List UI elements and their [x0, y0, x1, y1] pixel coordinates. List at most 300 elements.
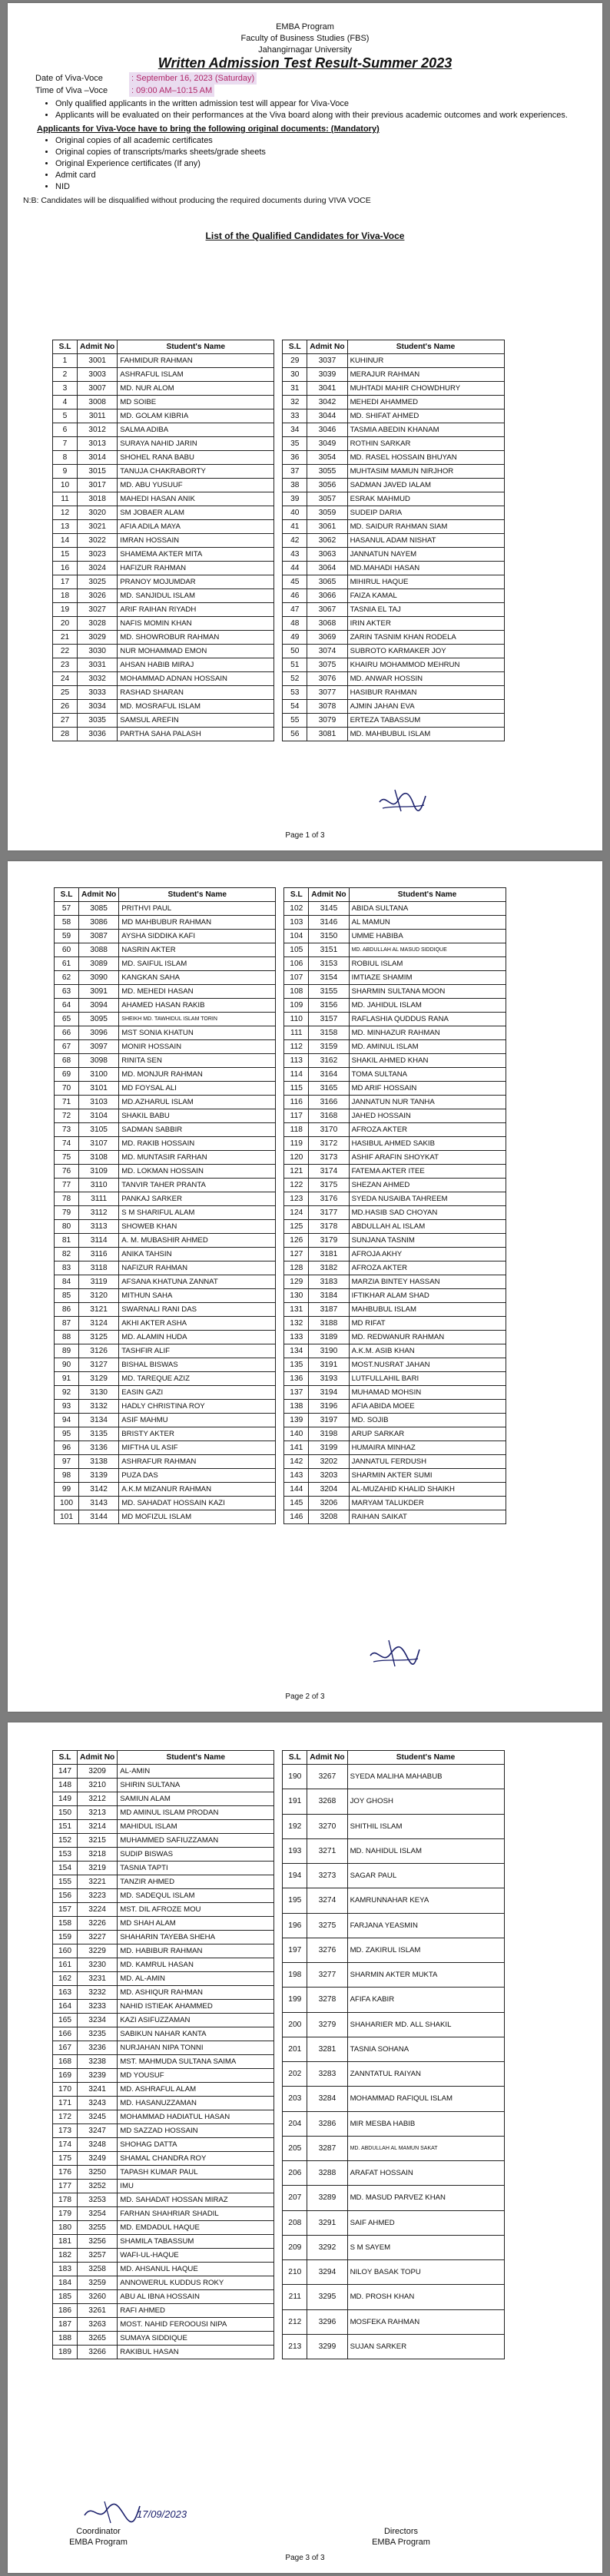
admit-number-cell: 3144 — [79, 1510, 119, 1524]
admit-number-cell: 3023 — [78, 548, 118, 562]
student-name-cell: MAHIDUL ISLAM — [118, 1820, 274, 1834]
student-name-cell: S M SHARIFUL ALAM — [119, 1206, 276, 1220]
admit-number-cell: 3127 — [79, 1358, 119, 1372]
table-row — [283, 465, 504, 479]
table-row — [53, 2027, 274, 2041]
table-row — [55, 1013, 276, 1026]
admit-number-cell: 3062 — [307, 534, 347, 548]
student-name-cell: MD. NUR ALOM — [118, 382, 274, 396]
serial-cell: 177 — [53, 2180, 78, 2193]
candidate-table-left — [54, 887, 276, 1524]
col-header-sl: S.L — [55, 888, 79, 902]
table-row — [55, 1400, 276, 1414]
table-row — [284, 1179, 506, 1192]
serial-cell: 30 — [283, 368, 307, 382]
admit-number-cell: 3239 — [78, 2069, 118, 2083]
admit-number-cell: 3094 — [79, 999, 119, 1013]
admit-number-cell: 3150 — [309, 930, 349, 943]
table-row — [53, 2083, 274, 2097]
admit-number-cell: 3159 — [309, 1040, 349, 1054]
student-name-cell: MD. ASHRAFUL ALAM — [118, 2083, 274, 2097]
student-name-cell: NILOY BASAK TOPU — [347, 2260, 504, 2285]
student-name-cell: NAFIZUR RAHMAN — [119, 1261, 276, 1275]
student-name-cell: RAKIBUL HASAN — [118, 2346, 274, 2359]
table-row — [283, 1838, 504, 1863]
admit-number-cell: 3036 — [78, 728, 118, 741]
student-name-cell: KAMRUNNAHAR KEYA — [347, 1888, 504, 1913]
table-row — [55, 916, 276, 930]
admit-number-cell: 3132 — [79, 1400, 119, 1414]
student-name-cell: JANNATUN NUR TANHA — [349, 1096, 506, 1109]
serial-cell: 10 — [53, 479, 78, 492]
table-row — [283, 728, 504, 741]
admit-number-cell: 3136 — [79, 1441, 119, 1455]
table-row — [284, 957, 506, 971]
admit-number-cell: 3219 — [78, 1862, 118, 1875]
serial-cell: 166 — [53, 2027, 78, 2041]
student-name-cell: MD MOFIZUL ISLAM — [119, 1510, 276, 1524]
student-name-cell: MD. MINHAZUR RAHMAN — [349, 1026, 506, 1040]
directors-title: Directors — [383, 2527, 418, 2536]
admit-number-cell: 3176 — [309, 1192, 349, 1206]
serial-cell: 158 — [53, 1917, 78, 1931]
admit-number-cell: 3243 — [78, 2097, 118, 2110]
admit-number-cell: 3145 — [309, 902, 349, 916]
admit-number-cell: 3077 — [307, 686, 347, 700]
signature — [367, 1637, 421, 1671]
serial-cell: 113 — [284, 1054, 309, 1068]
serial-cell: 208 — [283, 2210, 307, 2235]
admit-number-cell: 3206 — [309, 1497, 349, 1510]
table-row — [283, 506, 504, 520]
table-row — [55, 999, 276, 1013]
table-row — [53, 437, 274, 451]
admit-number-cell: 3059 — [307, 506, 347, 520]
student-name-cell: MD. TAREQUE AZIZ — [119, 1372, 276, 1386]
table-row — [55, 1331, 276, 1344]
table-row — [55, 1455, 276, 1469]
serial-cell: 171 — [53, 2097, 78, 2110]
student-name-cell: MIR MESBA HABIB — [347, 2111, 504, 2136]
table-row — [284, 1026, 506, 1040]
student-name-cell: SHAMAL CHANDRA ROY — [118, 2152, 274, 2166]
program-name: EMBA Program — [276, 22, 334, 31]
admit-number-cell: 3156 — [309, 999, 349, 1013]
table-row — [284, 985, 506, 999]
student-name-cell: MD. ABDULLAH AL MASUD SIDDIQUE — [349, 943, 506, 957]
student-name-cell: MUHTADI MAHIR CHOWDHURY — [347, 382, 504, 396]
serial-cell: 14 — [53, 534, 78, 548]
serial-cell: 65 — [55, 1013, 79, 1026]
student-name-cell: MONIR HOSSAIN — [119, 1040, 276, 1054]
table-row — [53, 451, 274, 465]
page-number: Page 3 of 3 — [285, 2554, 325, 2562]
table-row — [55, 1469, 276, 1483]
admit-number-cell: 3204 — [309, 1483, 349, 1497]
serial-cell: 59 — [55, 930, 79, 943]
serial-cell: 45 — [283, 575, 307, 589]
table-row — [53, 2014, 274, 2027]
admit-number-cell: 3081 — [307, 728, 347, 741]
student-name-cell: PRANOY MOJUMDAR — [118, 575, 274, 589]
serial-cell: 110 — [284, 1013, 309, 1026]
admit-number-cell: 3265 — [78, 2332, 118, 2346]
serial-cell: 116 — [284, 1096, 309, 1109]
serial-cell: 48 — [283, 617, 307, 631]
admit-number-cell: 3286 — [307, 2111, 347, 2136]
table-row — [53, 1875, 274, 1889]
table-row — [284, 1082, 506, 1096]
serial-cell: 193 — [283, 1838, 307, 1863]
table-row — [55, 1082, 276, 1096]
student-name-cell: PARTHA SAHA PALASH — [118, 728, 274, 741]
student-name-cell: IRIN AKTER — [347, 617, 504, 631]
student-name-cell: TASNIA EL TAJ — [347, 603, 504, 617]
student-name-cell: MD. HABIBUR RAHMAN — [118, 1944, 274, 1958]
admit-number-cell: 3259 — [78, 2276, 118, 2290]
serial-cell: 60 — [55, 943, 79, 957]
table-row — [55, 1123, 276, 1137]
table-row — [55, 1026, 276, 1040]
admit-number-cell: 3118 — [79, 1261, 119, 1275]
admit-number-cell: 3231 — [78, 1972, 118, 1986]
table-row — [53, 1944, 274, 1958]
table-row — [55, 1358, 276, 1372]
serial-cell: 195 — [283, 1888, 307, 1913]
table-row — [284, 1220, 506, 1234]
table-row — [53, 465, 274, 479]
requirements-title: Applicants for Viva-Voce have to bring the following original documents: (Mandatory) — [37, 124, 380, 134]
table-row — [284, 1358, 506, 1372]
serial-cell: 160 — [53, 1944, 78, 1958]
table-row — [55, 1441, 276, 1455]
table-row — [53, 1986, 274, 2000]
table-row — [284, 1344, 506, 1358]
admit-number-cell: 3146 — [309, 916, 349, 930]
table-row — [53, 575, 274, 589]
admit-number-cell: 3061 — [307, 520, 347, 534]
requirement-item: • Original copies of all academic certificates — [55, 135, 602, 147]
table-row — [53, 1917, 274, 1931]
admit-number-cell: 3029 — [78, 631, 118, 645]
admit-number-cell: 3261 — [78, 2304, 118, 2318]
student-name-cell: MD RIFAT — [349, 1317, 506, 1331]
admit-number-cell: 3166 — [309, 1096, 349, 1109]
serial-cell: 132 — [284, 1317, 309, 1331]
table-row — [283, 2210, 504, 2235]
serial-cell: 121 — [284, 1165, 309, 1179]
student-name-cell: ABIDA SULTANA — [349, 902, 506, 916]
serial-cell: 101 — [55, 1510, 79, 1524]
student-name-cell: A. M. MUBASHIR AHMED — [119, 1234, 276, 1248]
admit-number-cell: 3194 — [309, 1386, 349, 1400]
table-row — [53, 423, 274, 437]
admit-number-cell: 3245 — [78, 2110, 118, 2124]
admit-number-cell: 3154 — [309, 971, 349, 985]
student-name-cell: SHOWEB KHAN — [119, 1220, 276, 1234]
table-row — [283, 1864, 504, 1888]
table-row — [283, 1789, 504, 1814]
table-row — [53, 2332, 274, 2346]
student-name-cell: EASIN GAZI — [119, 1386, 276, 1400]
serial-cell: 66 — [55, 1026, 79, 1040]
student-name-cell: RAIHAN SAIKAT — [349, 1510, 506, 1524]
table-row — [53, 645, 274, 658]
serial-cell: 32 — [283, 396, 307, 409]
requirement-item: • Original copies of transcripts/marks sheets/grade sheets — [55, 147, 602, 158]
student-name-cell: MD MAHBUBUR RAHMAN — [119, 916, 276, 930]
serial-cell: 16 — [53, 562, 78, 575]
serial-cell: 128 — [284, 1261, 309, 1275]
admit-number-cell: 3203 — [309, 1469, 349, 1483]
serial-cell: 62 — [55, 971, 79, 985]
admit-number-cell: 3238 — [78, 2055, 118, 2069]
student-name-cell: ZANNTATUL RAIYAN — [347, 2062, 504, 2087]
admit-number-cell: 3104 — [79, 1109, 119, 1123]
serial-cell: 203 — [283, 2087, 307, 2111]
admit-number-cell: 3263 — [78, 2318, 118, 2332]
admit-number-cell: 3046 — [307, 423, 347, 437]
table-row — [55, 1427, 276, 1441]
table-row — [283, 672, 504, 686]
admit-number-cell: 3001 — [78, 354, 118, 368]
serial-cell: 126 — [284, 1234, 309, 1248]
admit-number-cell: 3012 — [78, 423, 118, 437]
serial-cell: 179 — [53, 2207, 78, 2221]
table-row — [53, 2180, 274, 2193]
student-name-cell: SURAYA NAHID JARIN — [118, 437, 274, 451]
admit-number-cell: 3281 — [307, 2037, 347, 2061]
student-name-cell: MD. LOKMAN HOSSAIN — [119, 1165, 276, 1179]
student-name-cell: NAHID ISTIEAK AHAMMED — [118, 2000, 274, 2014]
admit-number-cell: 3130 — [79, 1386, 119, 1400]
serial-cell: 77 — [55, 1179, 79, 1192]
student-name-cell: HASIBUR RAHMAN — [347, 686, 504, 700]
table-row — [283, 368, 504, 382]
coordinator-title: Coordinator — [76, 2527, 121, 2536]
table-row — [55, 943, 276, 957]
student-name-cell: SHOHEL RANA BABU — [118, 451, 274, 465]
admit-number-cell: 3003 — [78, 368, 118, 382]
viva-time-label: Time of Viva –Voce — [35, 86, 108, 95]
serial-cell: 90 — [55, 1358, 79, 1372]
serial-cell: 3 — [53, 382, 78, 396]
student-name-cell: MD. AMINUL ISLAM — [349, 1040, 506, 1054]
coordinator-signature — [81, 2498, 143, 2526]
student-name-cell: RAFI AHMED — [118, 2304, 274, 2318]
serial-cell: 102 — [284, 902, 309, 916]
student-name-cell: MST. DIL AFROZE MOU — [118, 1903, 274, 1917]
student-name-cell: MD. AL-AMIN — [118, 1972, 274, 1986]
table-row — [55, 1234, 276, 1248]
admit-number-cell: 3158 — [309, 1026, 349, 1040]
table-row — [283, 603, 504, 617]
table-row — [53, 2138, 274, 2152]
table-row — [53, 1806, 274, 1820]
admit-number-cell: 3031 — [78, 658, 118, 672]
document-page-2 — [8, 861, 602, 1712]
serial-cell: 1 — [53, 354, 78, 368]
admit-number-cell: 3138 — [79, 1455, 119, 1469]
table-row — [53, 2221, 274, 2235]
table-row — [284, 1054, 506, 1068]
admit-number-cell: 3021 — [78, 520, 118, 534]
admit-number-cell: 3230 — [78, 1958, 118, 1972]
admit-number-cell: 3068 — [307, 617, 347, 631]
student-name-cell: HASIBUL AHMED SAKIB — [349, 1137, 506, 1151]
signature-date: 17/09/2023 — [137, 2508, 187, 2520]
table-row — [284, 902, 506, 916]
serial-cell: 187 — [53, 2318, 78, 2332]
serial-cell: 74 — [55, 1137, 79, 1151]
admit-number-cell: 3085 — [79, 902, 119, 916]
student-name-cell: MAHBUBUL ISLAM — [349, 1303, 506, 1317]
serial-cell: 49 — [283, 631, 307, 645]
admit-number-cell: 3065 — [307, 575, 347, 589]
serial-cell: 80 — [55, 1220, 79, 1234]
serial-cell: 104 — [284, 930, 309, 943]
admit-number-cell: 3087 — [79, 930, 119, 943]
table-row — [55, 985, 276, 999]
student-name-cell: MD. PROSH KHAN — [347, 2285, 504, 2309]
table-row — [283, 645, 504, 658]
student-name-cell: MAHEDI HASAN ANIK — [118, 492, 274, 506]
admit-number-cell: 3116 — [79, 1248, 119, 1261]
admit-number-cell: 3076 — [307, 672, 347, 686]
table-row — [55, 1483, 276, 1497]
admit-number-cell: 3109 — [79, 1165, 119, 1179]
table-row — [53, 700, 274, 714]
table-header-row — [53, 340, 274, 354]
student-name-cell: NUR MOHAMMAD EMON — [118, 645, 274, 658]
serial-cell: 146 — [284, 1510, 309, 1524]
admit-number-cell: 3274 — [307, 1888, 347, 1913]
serial-cell: 192 — [283, 1814, 307, 1838]
serial-cell: 43 — [283, 548, 307, 562]
admit-number-cell: 3110 — [79, 1179, 119, 1192]
student-name-cell: MD FOYSAL ALI — [119, 1082, 276, 1096]
student-name-cell: MD. MAHBUBUL ISLAM — [347, 728, 504, 741]
student-name-cell: SHIRIN SULTANA — [118, 1779, 274, 1792]
table-row — [283, 548, 504, 562]
table-row — [284, 1109, 506, 1123]
serial-cell: 53 — [283, 686, 307, 700]
col-header-sl: S.L — [283, 1751, 307, 1765]
serial-cell: 98 — [55, 1469, 79, 1483]
table-row — [283, 1988, 504, 2012]
table-row — [284, 1289, 506, 1303]
admit-number-cell: 3188 — [309, 1317, 349, 1331]
serial-cell: 134 — [284, 1344, 309, 1358]
requirement-item: • Original Experience certificates (If any) — [55, 158, 602, 170]
student-name-cell: SM JOBAER ALAM — [118, 506, 274, 520]
student-name-cell: RINITA SEN — [119, 1054, 276, 1068]
student-name-cell: ESRAK MAHMUD — [347, 492, 504, 506]
table-row — [284, 1331, 506, 1344]
student-name-cell: SUDEIP DARIA — [347, 506, 504, 520]
table-row — [55, 902, 276, 916]
serial-cell: 111 — [284, 1026, 309, 1040]
table-row — [283, 2012, 504, 2037]
student-name-cell: ROTHIN SARKAR — [347, 437, 504, 451]
serial-cell: 8 — [53, 451, 78, 465]
serial-cell: 88 — [55, 1331, 79, 1344]
table-row — [53, 396, 274, 409]
table-row — [283, 1888, 504, 1913]
student-name-cell: HAFIZUR RAHMAN — [118, 562, 274, 575]
admit-number-cell: 3173 — [309, 1151, 349, 1165]
table-row — [283, 2235, 504, 2259]
serial-cell: 63 — [55, 985, 79, 999]
student-name-cell: A.K.M MIZANUR RAHMAN — [119, 1483, 276, 1497]
table-row — [284, 1441, 506, 1455]
admit-number-cell: 3175 — [309, 1179, 349, 1192]
admit-number-cell: 3256 — [78, 2235, 118, 2249]
serial-cell: 99 — [55, 1483, 79, 1497]
table-row — [55, 1414, 276, 1427]
col-header-sl: S.L — [284, 888, 309, 902]
table-row — [284, 1192, 506, 1206]
table-row — [53, 2318, 274, 2332]
serial-cell: 149 — [53, 1792, 78, 1806]
instruction-list — [43, 98, 602, 121]
table-row — [53, 1972, 274, 1986]
student-name-cell: UMME HABIBA — [349, 930, 506, 943]
student-name-cell: SHITHIL ISLAM — [347, 1814, 504, 1838]
serial-cell: 115 — [284, 1082, 309, 1096]
table-row — [55, 957, 276, 971]
admit-number-cell: 3030 — [78, 645, 118, 658]
serial-cell: 178 — [53, 2193, 78, 2207]
serial-cell: 91 — [55, 1372, 79, 1386]
student-name-cell: SUNJANA TASNIM — [349, 1234, 506, 1248]
student-name-cell: ROBIUL ISLAM — [349, 957, 506, 971]
requirement-item: • NID — [55, 181, 602, 193]
table-row — [53, 1931, 274, 1944]
table-row — [284, 1040, 506, 1054]
serial-cell: 86 — [55, 1303, 79, 1317]
table-row — [283, 686, 504, 700]
student-name-cell: WAFI-UL-HAQUE — [118, 2249, 274, 2263]
table-row — [283, 1765, 504, 1789]
admit-number-cell: 3284 — [307, 2087, 347, 2111]
student-name-cell: SHARMIN AKTER MUKTA — [347, 1963, 504, 1988]
student-name-cell: ABDULLAH AL ISLAM — [349, 1220, 506, 1234]
student-name-cell: SHAMILA TABASSUM — [118, 2235, 274, 2249]
student-name-cell: AFSANA KHATUNA ZANNAT — [119, 1275, 276, 1289]
candidate-tables — [52, 1750, 505, 2359]
serial-cell: 153 — [53, 1848, 78, 1862]
table-row — [53, 492, 274, 506]
serial-cell: 5 — [53, 409, 78, 423]
table-row — [283, 1963, 504, 1988]
serial-cell: 175 — [53, 2152, 78, 2166]
student-name-cell: NASRIN AKTER — [119, 943, 276, 957]
serial-cell: 120 — [284, 1151, 309, 1165]
serial-cell: 181 — [53, 2235, 78, 2249]
table-row — [283, 492, 504, 506]
serial-cell: 2 — [53, 368, 78, 382]
admit-number-cell: 3208 — [309, 1510, 349, 1524]
table-row — [53, 2263, 274, 2276]
student-name-cell: NURJAHAN NIPA TONNI — [118, 2041, 274, 2055]
serial-cell: 72 — [55, 1109, 79, 1123]
serial-cell: 117 — [284, 1109, 309, 1123]
student-name-cell: MD.HASIB SAD CHOYAN — [349, 1206, 506, 1220]
admit-number-cell: 3066 — [307, 589, 347, 603]
table-row — [284, 1455, 506, 1469]
table-row — [53, 1834, 274, 1848]
